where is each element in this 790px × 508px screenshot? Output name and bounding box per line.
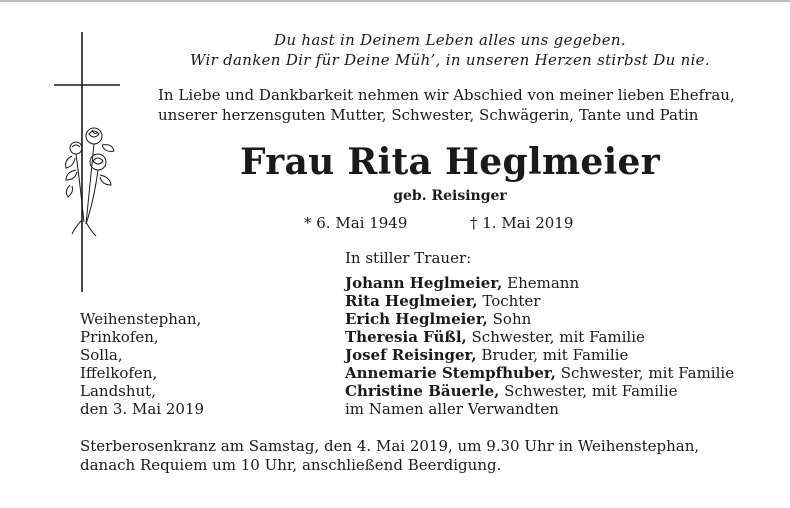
place-item: Prinkofen, — [80, 328, 159, 346]
death-date: † 1. Mai 2019 — [470, 214, 574, 232]
place-date: den 3. Mai 2019 — [80, 400, 205, 418]
mourner-name: Rita Heglmeier, — [345, 292, 478, 310]
mourner-relation: Schwester, mit Familie — [466, 328, 645, 346]
mourner-name: Erich Heglmeier, — [345, 310, 488, 328]
place-item: Iffelkofen, — [80, 364, 158, 382]
service-info-line-2: danach Requiem um 10 Uhr, anschließend Beerdigung. — [80, 456, 502, 474]
mourner-row — [345, 382, 734, 400]
places-list — [80, 310, 204, 418]
service-info-line-1: Sterberosenkranz am Samstag, den 4. Mai 2019, um 9.30 Uhr in Weihenstephan, — [80, 437, 700, 455]
mourner-name: Josef Reisinger, — [345, 346, 477, 364]
mourner-row — [345, 400, 734, 418]
mourner-relation: Ehemann — [502, 274, 580, 292]
deceased-name: Frau Rita Heglmeier — [239, 141, 661, 183]
mourner-row — [345, 328, 734, 346]
mourner-relation: im Namen aller Verwandten — [345, 400, 559, 418]
mourner-relation: Schwester, mit Familie — [555, 364, 735, 382]
cross-with-roses-icon — [52, 30, 122, 300]
intro-line-1: In Liebe und Dankbarkeit nehmen wir Abschied von meiner lieben Ehefrau, — [158, 86, 735, 104]
mourner-relation: Bruder, mit Familie — [476, 346, 629, 364]
place-item: Solla, — [80, 346, 123, 364]
mourner-row — [345, 310, 734, 328]
top-border — [0, 0, 790, 2]
mourner-relation: Tochter — [477, 292, 541, 310]
mourner-row — [345, 292, 734, 310]
mourner-name: Christine Bäuerle, — [345, 382, 500, 400]
mourners-list — [345, 274, 734, 418]
place-item: Landshut, — [80, 382, 156, 400]
mourner-row — [345, 346, 734, 364]
mourner-name: Annemarie Stempfhuber, — [345, 364, 556, 382]
mourning-label: In stiller Trauer: — [345, 249, 472, 267]
verse-line-2: Wir danken Dir für Deine Müh’, in unseren Herzen stirbst Du nie. — [190, 51, 710, 69]
mourner-relation: Schwester, mit Familie — [499, 382, 678, 400]
mourner-name: Theresia Füßl, — [345, 328, 467, 346]
intro-line-2: unserer herzensguten Mutter, Schwester, Schwägerin, Tante und Patin — [158, 106, 699, 124]
mourner-relation: Sohn — [487, 310, 532, 328]
birth-name: geb. Reisinger — [393, 188, 507, 204]
place-item: Weihenstephan, — [80, 310, 202, 328]
verse-line-1: Du hast in Deinem Leben alles uns gegeben. — [274, 31, 626, 49]
mourner-row — [345, 274, 734, 292]
mourner-row — [345, 364, 734, 382]
birth-date: * 6. Mai 1949 — [304, 214, 408, 232]
mourner-name: Johann Heglmeier, — [345, 274, 503, 292]
